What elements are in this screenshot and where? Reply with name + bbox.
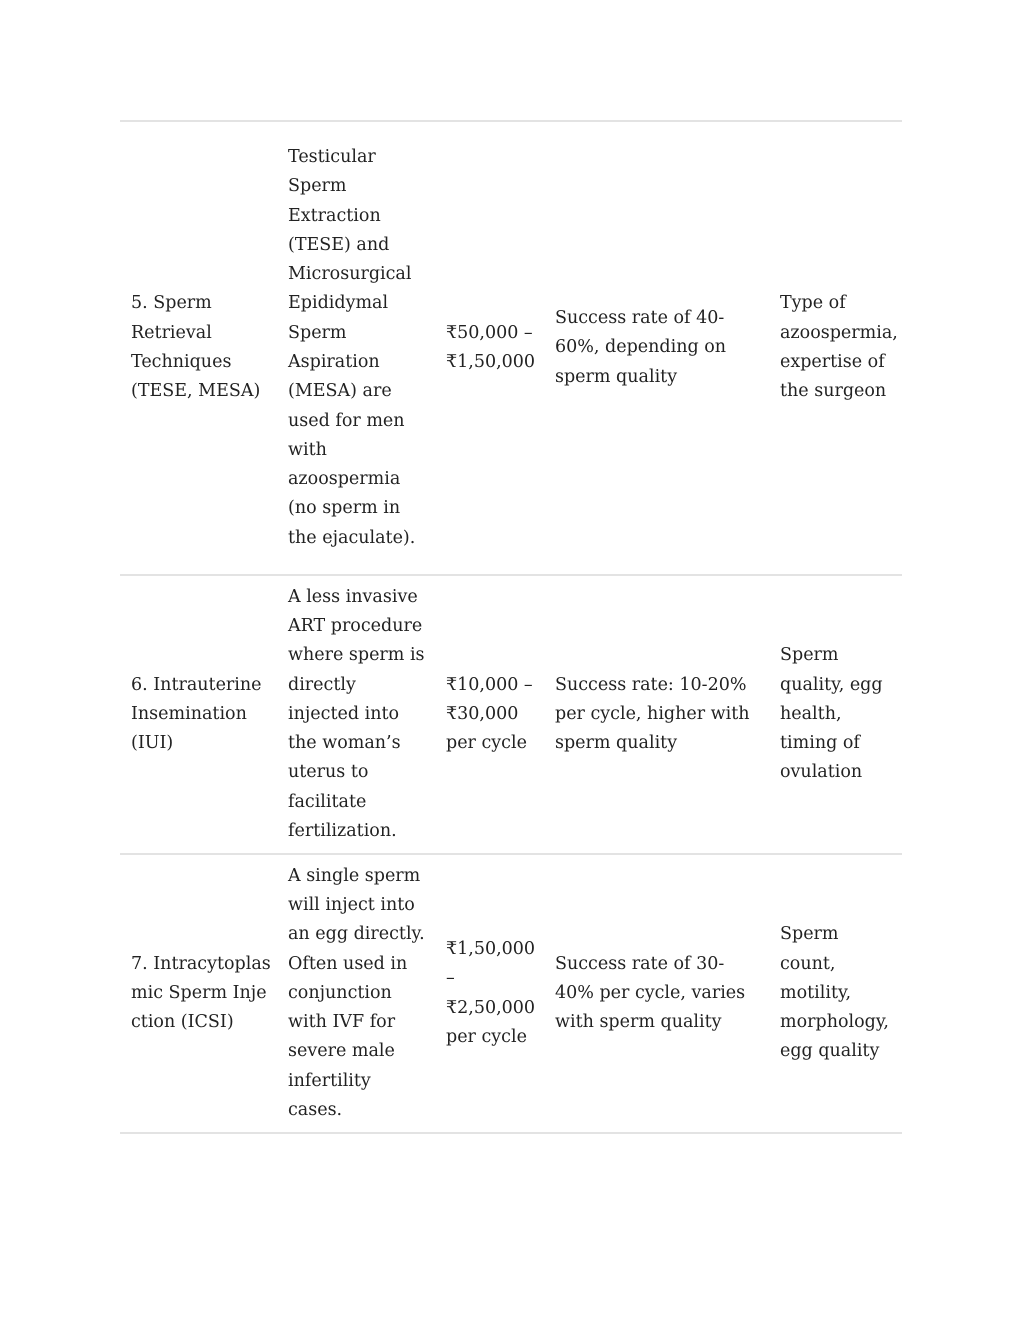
treatment-description: Testicular Sperm Extraction (TESE) and Microsurgical Epididymal Sperm Aspiration (MESA) are used for men with azoospermia (no sperm in the ejaculate). — [288, 146, 416, 548]
influencing-factors: Sperm count, motility, morphology, egg quality — [780, 924, 889, 1062]
treatment-name-cell — [131, 576, 271, 853]
factors-cell — [780, 576, 898, 853]
success-rate: Success rate of 30-40% per cycle, varies with sperm quality — [555, 953, 746, 1033]
success-rate: Success rate: 10-20% per cycle, higher with sperm quality — [555, 674, 750, 754]
factors-cell — [780, 855, 898, 1132]
influencing-factors: Type of azoospermia, expertise of the surgeon — [780, 293, 898, 402]
description-cell — [288, 855, 430, 1132]
table-row — [120, 122, 902, 576]
influencing-factors: Sperm quality, egg health, timing of ovulation — [780, 645, 883, 783]
treatment-cost: ₹10,000 – ₹30,000 per cycle — [446, 674, 533, 754]
treatment-description: A single sperm will inject into an egg directly. Often used in conjunction with IVF for severe male infertility cases. — [288, 865, 425, 1121]
treatment-name: 6. Intrauterine Insemination (IUI) — [131, 674, 262, 754]
treatment-name-cell — [131, 122, 271, 574]
table-row — [120, 576, 902, 855]
success-rate-cell — [555, 576, 760, 853]
treatment-cost: ₹50,000 – ₹1,50,000 — [446, 322, 536, 372]
table-row — [120, 855, 902, 1134]
treatment-cost: ₹1,50,000 – ₹2,50,000 per cycle — [446, 938, 536, 1047]
description-cell — [288, 122, 430, 574]
factors-cell — [780, 122, 898, 574]
treatment-name-cell — [131, 855, 271, 1132]
treatment-name: 5. Sperm Retrieval Techniques (TESE, MESA) — [131, 293, 261, 402]
success-rate-cell — [555, 122, 760, 574]
cost-cell — [446, 576, 541, 853]
treatment-description: A less invasive ART procedure where sperm is directly injected into the woman’s uterus to facilitate fertilization. — [288, 586, 425, 842]
success-rate: Success rate of 40-60%, depending on sperm quality — [555, 308, 727, 387]
cost-cell — [446, 855, 541, 1132]
success-rate-cell — [555, 855, 760, 1132]
treatment-table — [120, 120, 902, 1134]
cost-cell — [446, 122, 541, 574]
description-cell — [288, 576, 430, 853]
treatment-name: 7. Intracytoplasmic Sperm Injection (ICSI) — [131, 953, 271, 1033]
